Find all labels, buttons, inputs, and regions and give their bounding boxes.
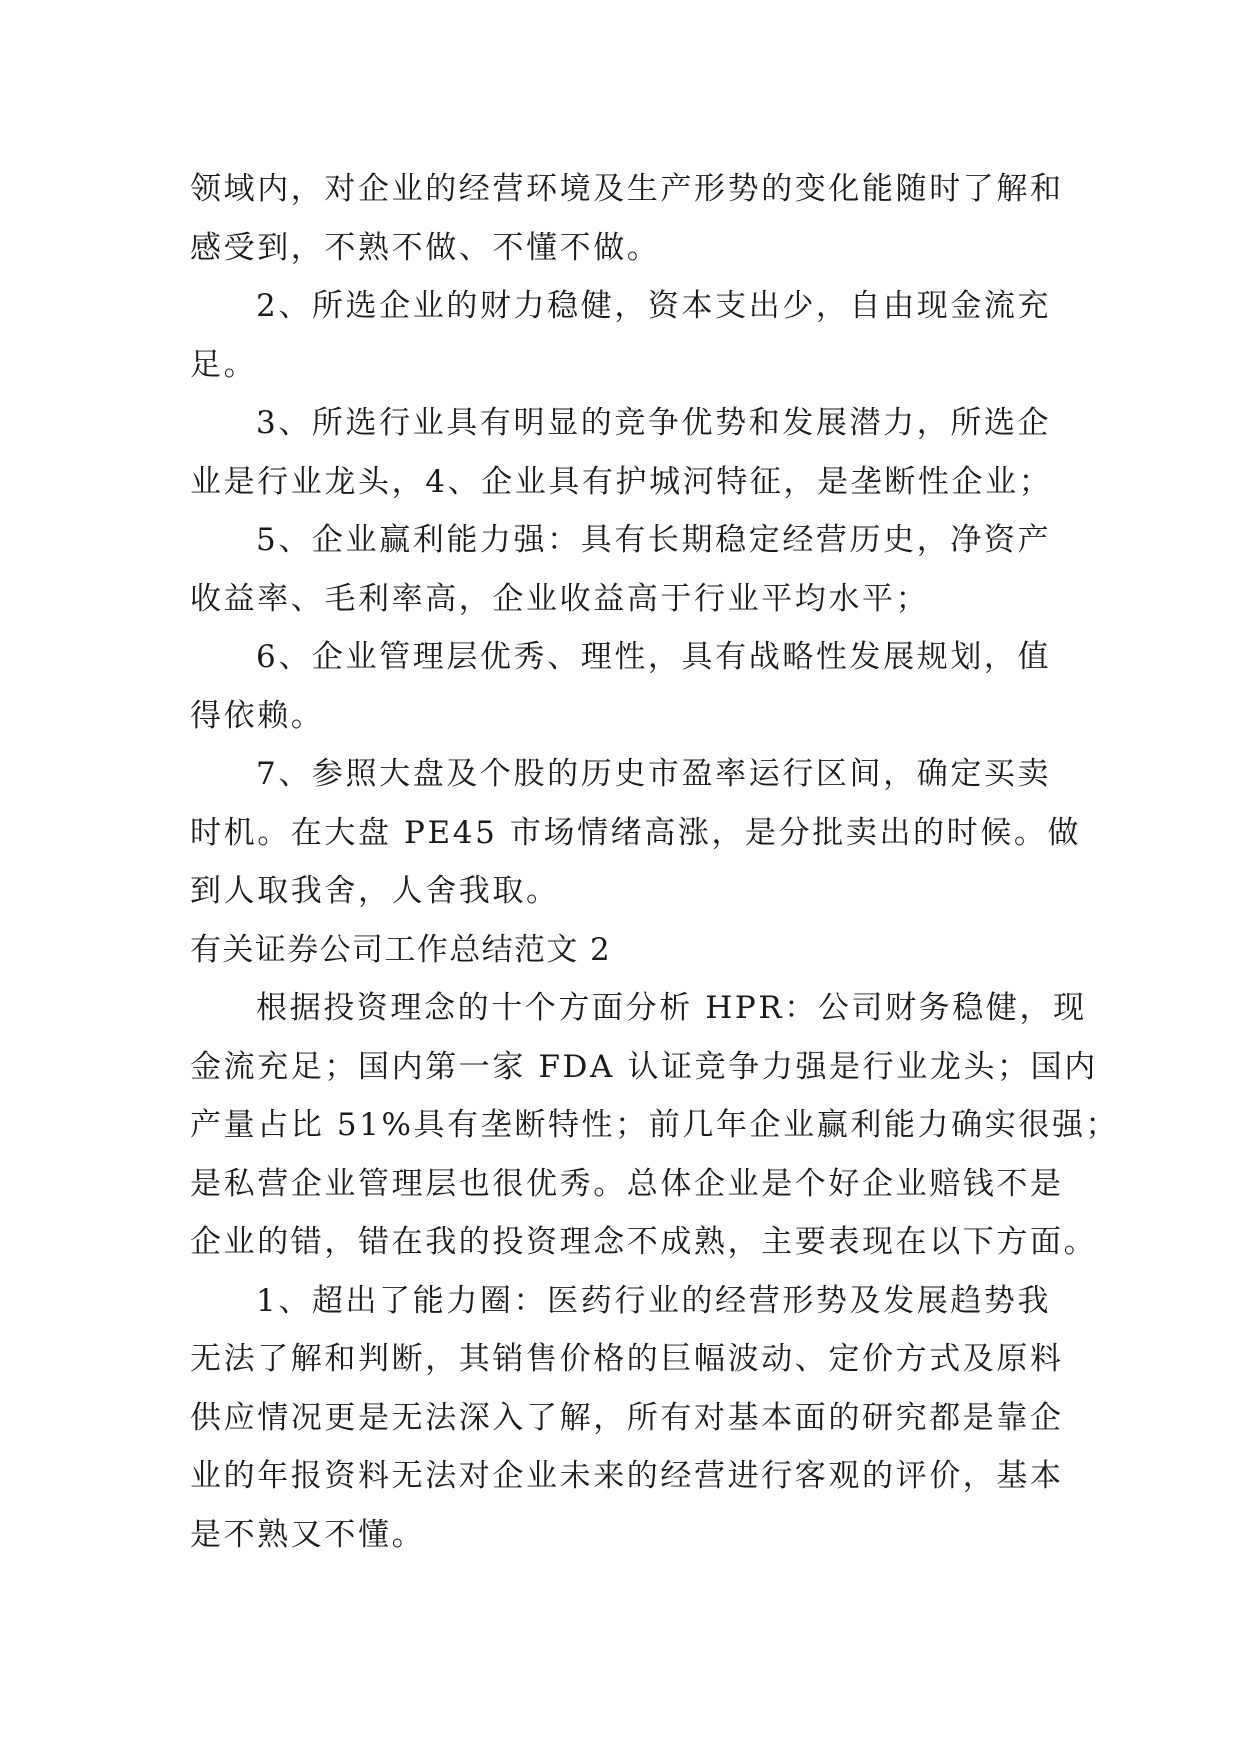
text-line: 到人取我舍，人舍我取。 <box>190 873 560 909</box>
text-line: 5、企业赢利能力强：具有长期稳定经营历史，净资产 <box>256 522 1052 558</box>
text-line: 足。 <box>190 346 258 383</box>
text-line: 领域内，对企业的经营环境及生产形势的变化能随时了解和 <box>190 171 1064 207</box>
text-line: 供应情况更是无法深入了解，所有对基本面的研究都是靠企 <box>190 1399 1064 1436</box>
document-body <box>190 160 1120 1564</box>
text-line: 2、所选企业的财力稳健，资本支出少，自由现金流充 <box>256 288 1052 324</box>
section-heading: 有关证券公司工作总结范文 2 <box>190 931 612 968</box>
text-line: 收益率、毛利率高，企业收益高于行业平均水平； <box>190 580 930 617</box>
text-line: 产量占比 51%具有垄断特性；前几年企业赢利能力确实很强； <box>190 1107 1120 1143</box>
text-line: 是私营企业管理层也很优秀。总体企业是个好企业赔钱不是 <box>190 1165 1064 1202</box>
text-line: 3、所选行业具有明显的竞争优势和发展潜力，所选企 <box>256 405 1052 441</box>
text-line: 时机。在大盘 PE45 市场情绪高涨，是分批卖出的时候。做 <box>190 814 1082 851</box>
text-line: 是不熟又不懂。 <box>190 1516 426 1553</box>
text-line: 金流充足；国内第一家 FDA 认证竞争力强是行业龙头；国内 <box>190 1048 1098 1085</box>
text-line: 根据投资理念的十个方面分析 HPR：公司财务稳健，现 <box>256 990 1087 1026</box>
text-line: 得依赖。 <box>190 697 325 734</box>
text-line: 业是行业龙头，4、企业具有护城河特征，是垄断性企业； <box>190 463 1053 500</box>
text-line: 无法了解和判断，其销售价格的巨幅波动、定价方式及原料 <box>190 1341 1064 1377</box>
text-line: 6、企业管理层优秀、理性，具有战略性发展规划，值 <box>256 639 1052 675</box>
text-line: 感受到，不熟不做、不懂不做。 <box>190 229 661 266</box>
text-line: 企业的错，错在我的投资理念不成熟，主要表现在以下方面。 <box>190 1224 1098 1260</box>
text-line: 7、参照大盘及个股的历史市盈率运行区间，确定买卖 <box>256 756 1052 792</box>
text-line: 1、超出了能力圈：医药行业的经营形势及发展趋势我 <box>256 1282 1052 1319</box>
text-line: 业的年报资料无法对企业未来的经营进行客观的评价，基本 <box>190 1458 1064 1494</box>
